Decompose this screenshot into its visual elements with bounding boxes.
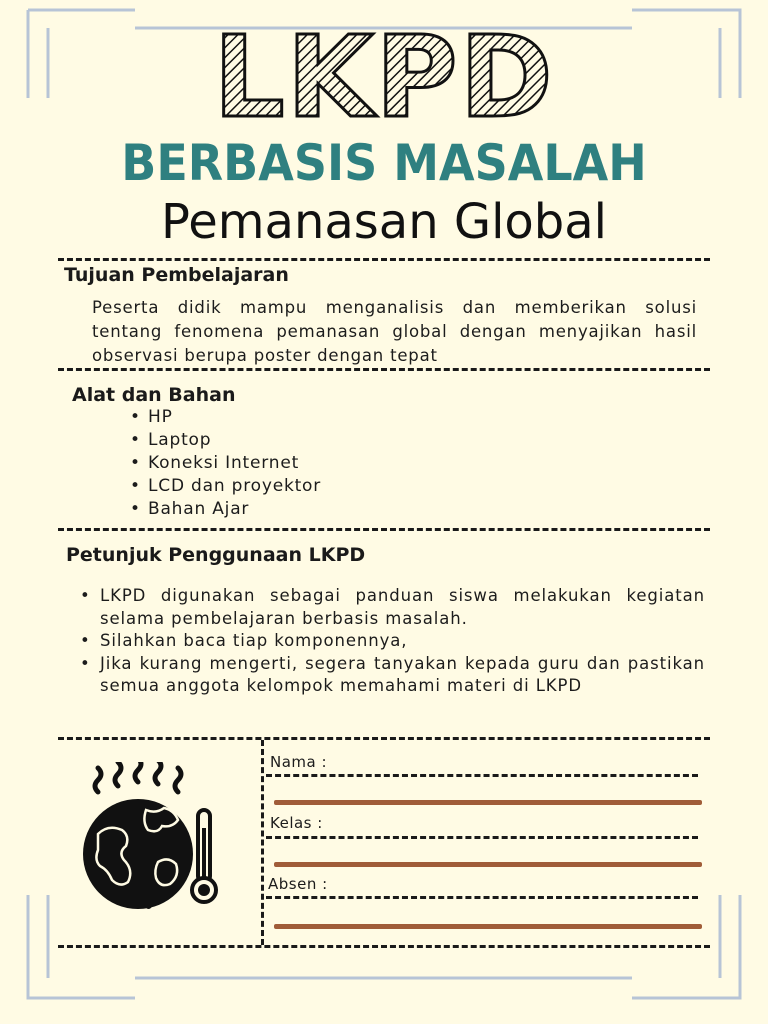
global-warming-icon xyxy=(76,762,226,912)
list-item: • Silahkan baca tiap komponennya, xyxy=(80,630,705,653)
title-lkpd-graphic xyxy=(204,18,564,128)
tujuan-heading: Tujuan Pembelajaran xyxy=(64,264,289,286)
list-item: • Laptop xyxy=(130,429,321,452)
kelas-input-line[interactable] xyxy=(274,862,702,867)
box-bottom-border xyxy=(58,945,710,948)
tujuan-text: Peserta didik mampu menganalisis dan memberikan solusi tentang fenomena pemanasan global dengan menyajikan hasil observasi berupa poster dengan tepat xyxy=(92,298,697,365)
divider xyxy=(58,258,710,261)
alat-heading: Alat dan Bahan xyxy=(72,384,236,406)
list-item: • Koneksi Internet xyxy=(130,452,321,475)
absen-input-line[interactable] xyxy=(274,924,702,929)
subtitle: BERBASIS MASALAH xyxy=(121,134,647,192)
nama-label: Nama : xyxy=(270,753,328,771)
box-top-border xyxy=(58,737,710,740)
absen-label: Absen : xyxy=(268,875,328,893)
title-lkpd xyxy=(0,18,768,128)
box-separator xyxy=(261,740,264,945)
nama-input-line[interactable] xyxy=(274,800,702,805)
list-item: • LCD dan proyektor xyxy=(130,475,321,498)
petunjuk-heading: Petunjuk Penggunaan LKPD xyxy=(66,544,366,566)
divider xyxy=(266,836,698,839)
svg-text:LKPD: LKPD xyxy=(213,18,555,128)
divider xyxy=(266,896,698,899)
divider xyxy=(266,774,698,777)
divider xyxy=(58,368,710,371)
topic-title: Pemanasan Global xyxy=(161,194,607,250)
alat-list xyxy=(130,406,321,521)
list-item: • Bahan Ajar xyxy=(130,498,321,521)
list-item: • LKPD digunakan sebagai panduan siswa melakukan kegiatan selama pembelajaran berbasis masalah. xyxy=(80,585,705,630)
list-item: • Jika kurang mengerti, segera tanyakan kepada guru dan pastikan semua anggota kelompok memahami materi di LKPD xyxy=(80,653,705,698)
petunjuk-list xyxy=(80,585,705,698)
list-item: • HP xyxy=(130,406,321,429)
kelas-label: Kelas : xyxy=(270,814,323,832)
divider xyxy=(58,528,710,531)
